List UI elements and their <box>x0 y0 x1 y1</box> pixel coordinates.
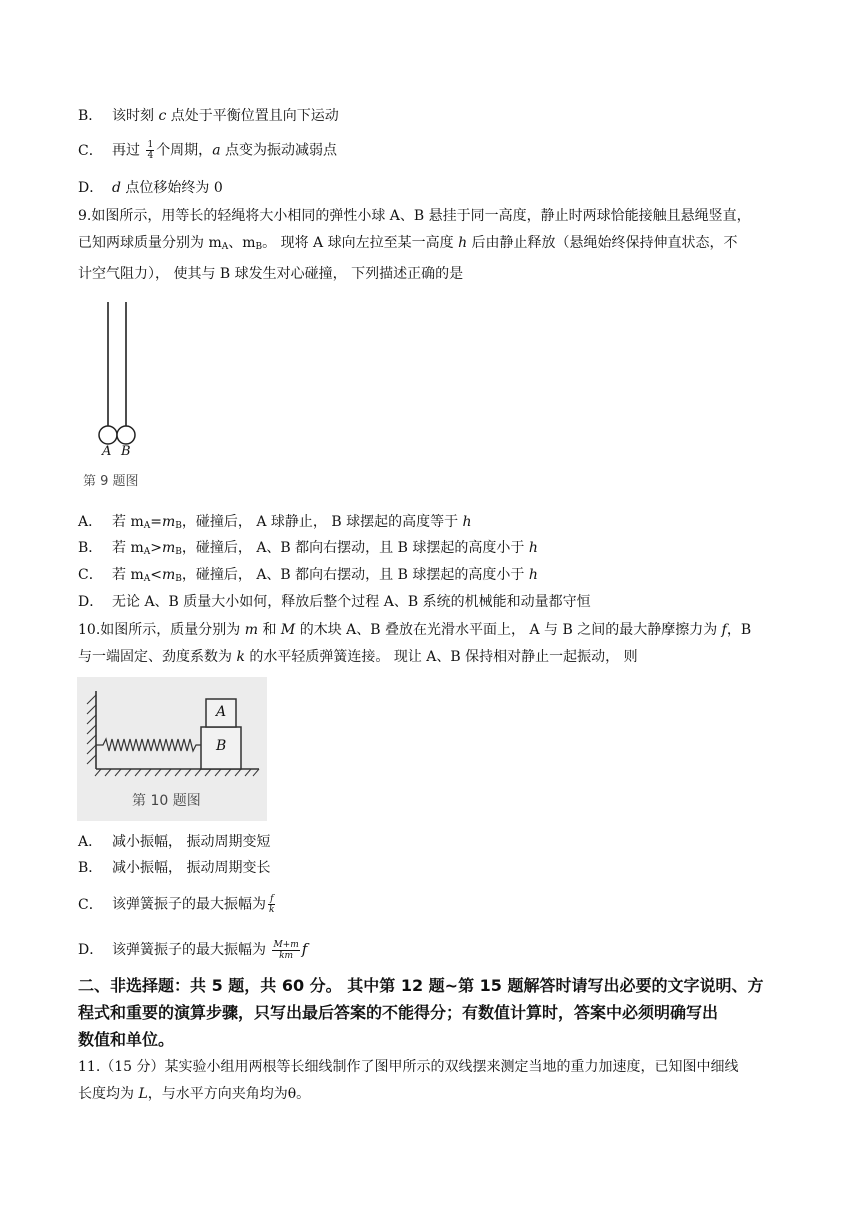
q10-option-a <box>78 832 270 852</box>
label-a: A <box>102 444 112 459</box>
section-heading <box>78 972 786 1053</box>
q8-option-b <box>78 106 339 126</box>
option-label: C． <box>78 896 103 913</box>
wall-hatching <box>87 695 96 764</box>
q10-stem <box>78 617 786 671</box>
stem-line: 计空气阻力）， 使其与 B 球发生对心碰撞， 下列描述正确的是 <box>78 266 464 282</box>
option-text: 点处于平衡位置且向下运动 <box>166 108 339 124</box>
block-a-label: A <box>216 704 227 720</box>
option-text: 减小振幅， 振动周期变长 <box>112 860 271 876</box>
heading-line: 程式和重要的演算步骤，只写出最后答案的不能得分；有数值计算时，答案中必须明确写出 <box>78 1003 719 1022</box>
option-label: D． <box>78 180 104 196</box>
spring <box>96 739 201 751</box>
option-label: C． <box>78 567 103 583</box>
option-label: D． <box>78 942 104 958</box>
variable: a <box>212 142 221 159</box>
option-label: B． <box>78 540 103 556</box>
figure-caption: 第 9 题图 <box>83 474 139 489</box>
option-text: 该弹簧振子的最大振幅为 <box>112 942 271 958</box>
option-text: 该弹簧振子的最大振幅为 <box>112 896 266 913</box>
q9-option-a: A． 若 $m_A=m_B$，碰撞后， A 球静止， B 球摆起的高度等于 h <box>78 514 472 531</box>
q10-option-d <box>78 939 307 961</box>
stem-line: 11.（15 分）某实验小组用两根等长细线制作了图甲所示的双线摆来测定当地的重力加速度，已知图中细线 <box>78 1059 739 1075</box>
fraction <box>146 140 154 161</box>
fraction-denominator: 4 <box>147 151 154 161</box>
fraction-denominator: k <box>269 905 275 915</box>
option-label: D． <box>78 594 104 610</box>
fraction <box>268 894 275 915</box>
label-b: B <box>121 444 131 459</box>
stem-line: 10.如图所示，质量分别为 m 和 M 的木块 A、B 叠放在光滑水平面上， A 与 B 之间的最大静摩擦力为 f，B <box>78 622 752 638</box>
option-label: B． <box>78 108 103 124</box>
q9-option-d <box>78 592 591 612</box>
variable: c <box>158 108 167 124</box>
option-label: B． <box>78 860 103 876</box>
block-b-label: B <box>216 738 227 754</box>
variable: d <box>112 180 121 196</box>
option-text: 点位移始终为 0 <box>120 180 223 196</box>
figure-9 <box>78 298 178 494</box>
option-text: 该时刻 <box>112 108 159 124</box>
fraction <box>272 940 299 961</box>
ball-b <box>117 426 135 444</box>
pendulum-diagram <box>78 298 178 494</box>
option-text: 再过 <box>112 142 145 159</box>
fraction-denominator: km <box>279 950 294 961</box>
stem-line: 9.如图所示，用等长的轻绳将大小相同的弹性小球 A、B 悬挂于同一高度，静止时两球恰能接触且悬绳竖直， <box>78 208 751 224</box>
option-text: 个周期， <box>156 142 213 159</box>
floor-hatching <box>95 769 259 776</box>
stem-line: 长度均为 L，与水平方向夹角均为θ。 <box>78 1086 311 1102</box>
fraction-numerator: M+m <box>273 939 299 950</box>
figure-caption: 第 10 题图 <box>132 793 201 809</box>
stem-line: 已知两球质量分别为 $m_A$、$m_B$。 现将 A 球向左拉至某一高度 h 后由静止释放（悬绳始终保持伸直状态，不 <box>78 235 738 252</box>
q8-option-c <box>78 140 337 161</box>
q9-option-c: C． 若 $m_A<m_B$，碰撞后， A、B 都向右摆动，且 B 球摆起的高度小于 h <box>78 567 538 584</box>
heading-line: 二、非选择题：共 5 题，共 60 分。 其中第 12 题~第 15 题解答时请写出必要的文字说明、方 <box>78 976 764 995</box>
q11-stem <box>78 1054 786 1108</box>
option-text: 点变为振动减弱点 <box>220 142 337 159</box>
option-label: A． <box>78 834 103 850</box>
option-label: A． <box>78 514 103 530</box>
q8-option-d <box>78 178 223 198</box>
q9-option-b: B． 若 $m_A>m_B$，碰撞后， A、B 都向右摆动，且 B 球摆起的高度小于 h <box>78 540 538 557</box>
option-label: C． <box>78 142 103 159</box>
q10-option-b <box>78 858 270 878</box>
figure-10 <box>77 677 267 821</box>
q9-stem <box>78 203 786 288</box>
option-text: 减小振幅， 振动周期变短 <box>112 834 271 850</box>
ball-a <box>99 426 117 444</box>
heading-line: 数值和单位。 <box>78 1030 175 1049</box>
q10-option-c <box>78 894 277 915</box>
option-text: 无论 A、B 质量大小如何，释放后整个过程 A、B 系统的机械能和动量都守恒 <box>112 594 591 610</box>
variable: f <box>301 940 308 958</box>
fraction-numerator: 1 <box>147 140 154 150</box>
fraction-numerator: f <box>268 894 275 905</box>
stem-line: 与一端固定、劲度系数为 k 的水平轻质弹簧连接。 现让 A、B 保持相对静止一起振动， 则 <box>78 649 638 665</box>
